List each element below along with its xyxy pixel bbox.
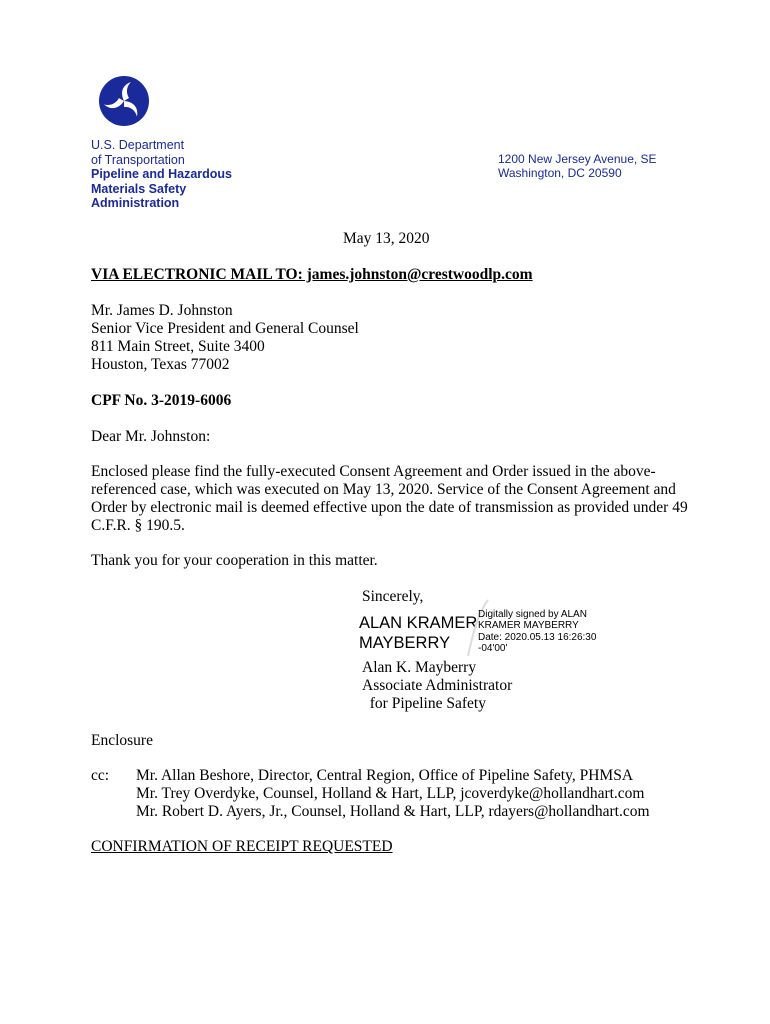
address-line: Washington, DC 20590 (498, 166, 622, 180)
agency-line: Pipeline and Hazardous (91, 167, 233, 182)
addressee-line: 811 Main Street, Suite 3400 (91, 338, 265, 355)
signer-block (362, 659, 512, 713)
address-line: 1200 New Jersey Avenue, SE (498, 152, 657, 166)
paragraph-line: Enclosed please find the fully-executed Consent Agreement and Order issued in the above- (91, 463, 656, 480)
addressee-line: Houston, Texas 77002 (91, 356, 230, 373)
signer-title: Associate Administrator (362, 677, 513, 694)
dept-line: of Transportation (91, 152, 185, 167)
office-address (498, 152, 657, 180)
via-email-line: VIA ELECTRONIC MAIL TO: james.johnston@crestwoodlp.com (91, 266, 533, 283)
digital-signature-details (478, 609, 596, 655)
addressee-line: Mr. James D. Johnston (91, 302, 233, 319)
signature-detail-line: -04'00' (478, 643, 508, 655)
cc-label: cc: (91, 767, 110, 784)
paragraph-line: C.F.R. § 190.5. (91, 517, 185, 534)
usdot-triskelion-icon (98, 75, 150, 127)
cc-recipient: Mr. Robert D. Ayers, Jr., Counsel, Holland & Hart, LLP, rdayers@hollandhart.com (136, 803, 650, 820)
digital-signature-name (359, 613, 477, 653)
enclosure-note: Enclosure (91, 732, 153, 749)
paragraph-line: referenced case, which was executed on May 13, 2020. Service of the Consent Agreement and (91, 481, 676, 498)
thanks-paragraph: Thank you for your cooperation in this matter. (91, 552, 378, 569)
addressee-block (91, 302, 359, 374)
cpf-number: CPF No. 3-2019-6006 (91, 392, 232, 409)
closing: Sincerely, (362, 588, 424, 605)
signer-title: for Pipeline Safety (362, 695, 486, 712)
agency-line: Materials Safety (91, 181, 187, 196)
department-block (91, 138, 232, 211)
signature-detail-line: Date: 2020.05.13 16:26:30 (478, 631, 597, 643)
body-paragraph (91, 463, 691, 535)
cc-recipient: Mr. Trey Overdyke, Counsel, Holland & Hart, LLP, jcoverdyke@hollandhart.com (136, 785, 645, 802)
cc-recipient: Mr. Allan Beshore, Director, Central Region, Office of Pipeline Safety, PHMSA (136, 767, 634, 784)
addressee-line: Senior Vice President and General Counsel (91, 320, 359, 337)
signature-name-line: ALAN KRAMER (359, 614, 478, 632)
agency-line: Administration (91, 196, 180, 211)
signature-detail-line: KRAMER MAYBERRY (478, 620, 579, 632)
dept-line: U.S. Department (91, 138, 185, 152)
signature-name-line: MAYBERRY (359, 634, 451, 652)
confirmation-request: CONFIRMATION OF RECEIPT REQUESTED (91, 838, 393, 855)
letter-date: May 13, 2020 (343, 230, 430, 247)
salutation: Dear Mr. Johnston: (91, 428, 211, 445)
signature-detail-line: Digitally signed by ALAN (478, 609, 587, 620)
signer-name: Alan K. Mayberry (362, 659, 477, 676)
paragraph-line: Order by electronic mail is deemed effective upon the date of transmission as provided under 49 (91, 499, 688, 516)
cc-list (136, 767, 650, 821)
